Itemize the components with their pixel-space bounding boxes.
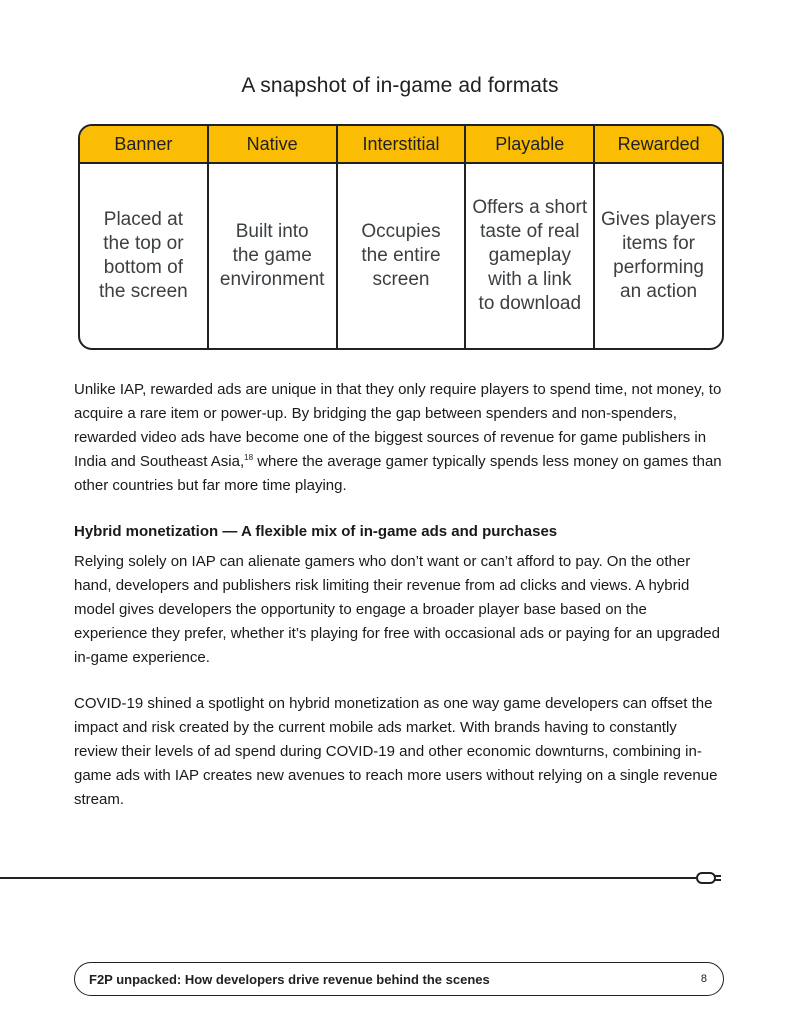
- column-description: Gives players items for performing an action: [601, 209, 717, 302]
- page-footer: [74, 962, 724, 996]
- table-title: A snapshot of in-game ad formats: [241, 74, 559, 97]
- footer-title: F2P unpacked: How developers drive revenue behind the scenes: [89, 971, 490, 987]
- column-description: Built into the game environment: [219, 221, 325, 290]
- footnote-ref[interactable]: 18: [244, 453, 254, 462]
- column-header: Interstitial: [338, 126, 465, 164]
- column-header: Rewarded: [595, 126, 722, 164]
- paragraph-rewarded-ads: [74, 378, 724, 498]
- paragraph-text: where the average gamer typically spends less money on games than other countries but far more time playing.: [74, 453, 722, 494]
- article-body: [74, 378, 724, 834]
- paragraph-hybrid-model: Relying solely on IAP can alienate gamers who don’t want or can’t afford to pay. On the other hand, developers and publishers risk limiting their revenue from ad clicks and views. A hybrid model gives developers the opportunity to engage a broader player base based on the experience they prefer, whether it’s playing for free with occasional ads or paying for an upgraded in-game experience.: [74, 553, 720, 666]
- divider-line: [0, 877, 700, 879]
- table-column-rewarded: [595, 126, 722, 348]
- column-header: Native: [209, 126, 336, 164]
- paragraph-covid: COVID-19 shined a spotlight on hybrid monetization as one way game developers can offset the impact and risk created by the current mobile ads market. With brands having to constantly review their levels of ad spend during COVID-19 and other economic downturns, combining in-game ads with IAP creates new avenues to reach more users without relying on a single revenue stream.: [74, 695, 718, 808]
- table-column-playable: [466, 126, 595, 348]
- page-number: 8: [700, 973, 707, 985]
- column-header: Playable: [466, 126, 593, 164]
- column-header: Banner: [80, 126, 207, 164]
- ad-formats-table: [78, 124, 724, 350]
- column-description: Placed at the top or bottom of the screen: [99, 209, 188, 302]
- column-description: Offers a short taste of real gameplay with a link to download: [472, 197, 588, 314]
- section-heading: Hybrid monetization — A flexible mix of in-game ads and purchases: [74, 523, 558, 540]
- table-column-interstitial: [338, 126, 467, 348]
- plug-icon: [696, 871, 724, 885]
- column-description: Occupies the entire screen: [361, 221, 441, 290]
- paragraph-text: Unlike IAP, rewarded ads are unique in that they only require players to spend time, not money, to acquire a rare item or power-up. By bridging the gap between spenders and non-spenders, rewarded video ads have become one of the biggest sources of revenue for game publishers in India and Southeast Asia,: [74, 381, 722, 470]
- table-column-native: [209, 126, 338, 348]
- table-column-banner: [80, 126, 209, 348]
